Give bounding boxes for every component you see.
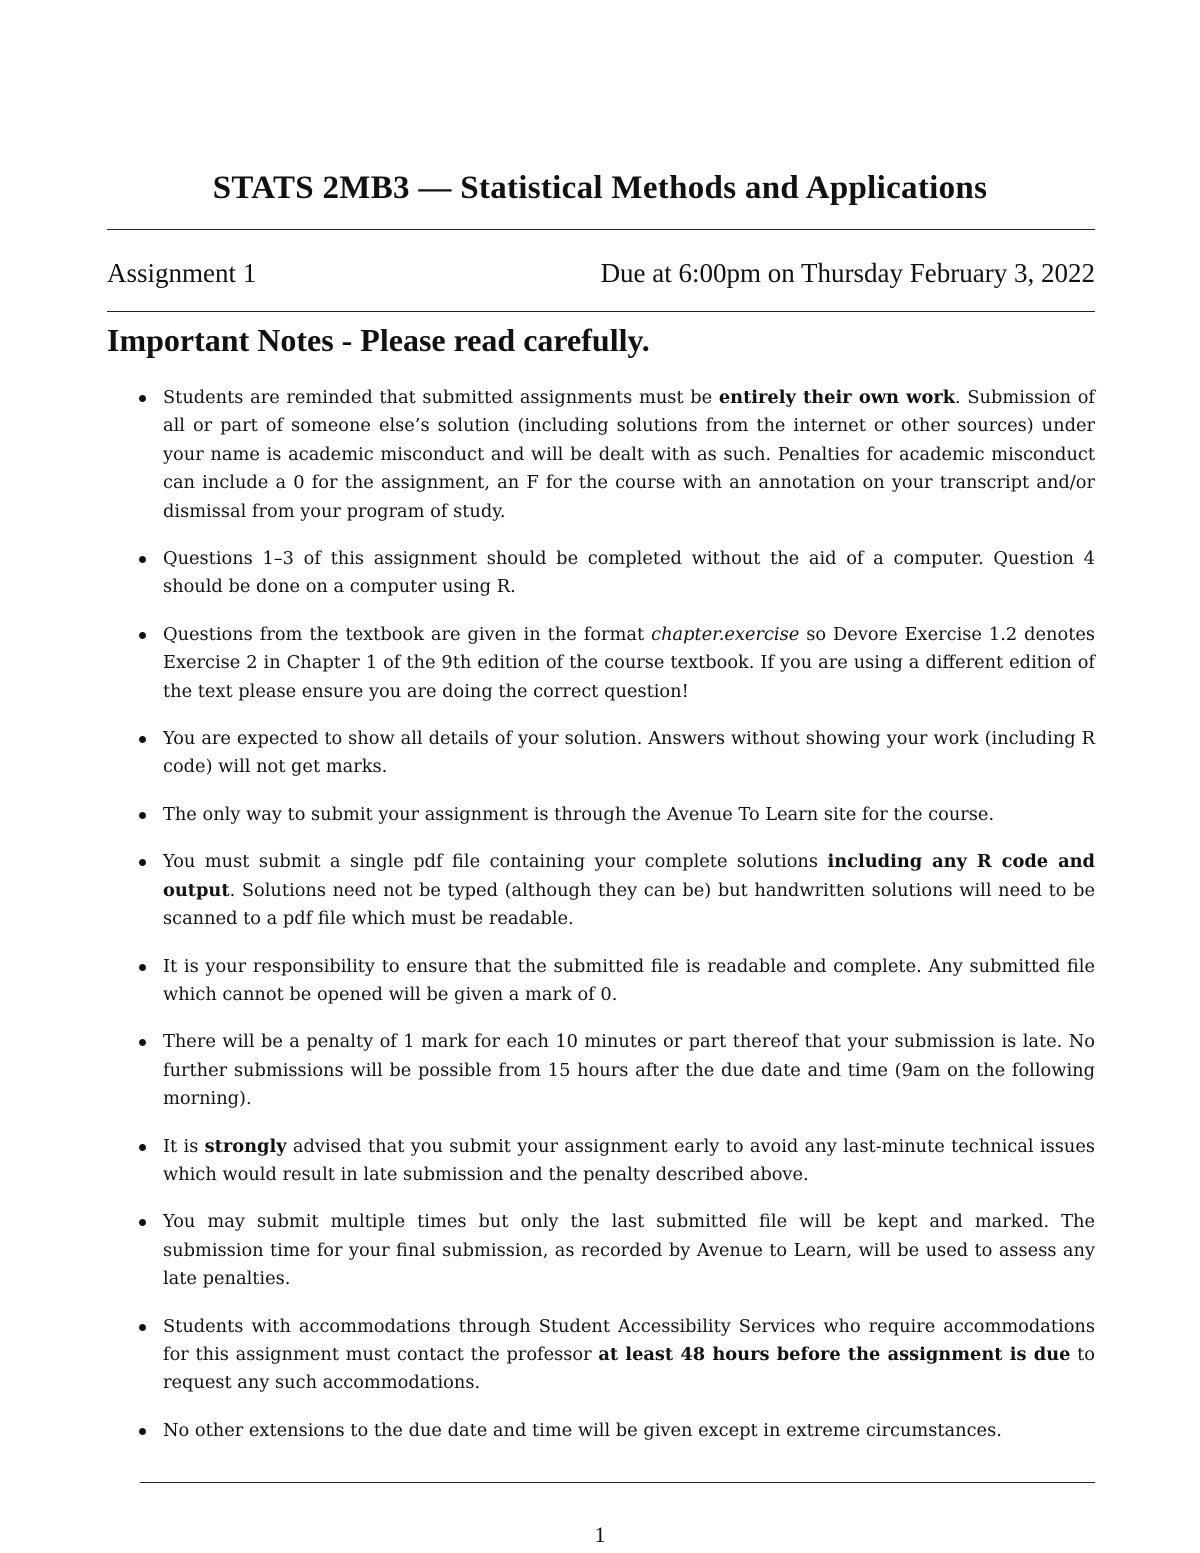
section-heading: Important Notes - Please read carefully. (107, 322, 650, 358)
page-number: 1 (594, 1522, 606, 1547)
bullet-icon (139, 1144, 146, 1151)
note-item: You are expected to show all details of your solution. Answers without showing your work (including R code) will not get marks. (163, 725, 1095, 782)
note-item: You may submit multiple times but only the last submitted file will be kept and marked. The submission time for your final submission, as recorded by Avenue to Learn, will be used to assess any late penalties. (163, 1208, 1095, 1293)
header-divider (107, 311, 1095, 312)
bullet-icon (139, 556, 146, 563)
title-divider (107, 229, 1095, 230)
footer-divider (140, 1482, 1095, 1483)
note-item: Questions from the textbook are given in the format chapter.exercise so Devore Exercise 1.2 denotes Exercise 2 in Chapter 1 of the 9th edition of the course textbook. If you are using a different edition of the text please ensure you are doing the correct question! (163, 621, 1095, 706)
bullet-icon (139, 1324, 146, 1331)
notes-list (163, 384, 1095, 1464)
note-item: It is strongly advised that you submit your assignment early to avoid any last-minute technical issues which would result in late submission and the penalty described above. (163, 1133, 1095, 1190)
note-item: There will be a penalty of 1 mark for each 10 minutes or part thereof that your submission is late. No further submissions will be possible from 15 hours after the due date and time (9am on the following morning). (163, 1028, 1095, 1113)
due-date: Due at 6:00pm on Thursday February 3, 2022 (600, 258, 1095, 288)
bullet-icon (139, 964, 146, 971)
assignment-label: Assignment 1 (107, 258, 257, 288)
note-item: It is your responsibility to ensure that the submitted file is readable and complete. Any submitted file which cannot be opened will be given a mark of 0. (163, 953, 1095, 1010)
bullet-icon (139, 632, 146, 639)
note-item: Students are reminded that submitted assignments must be entirely their own work. Submission of all or part of someone else’s solution (including solutions from the internet or other sources) under your name is academic misconduct and will be dealt with as such. Penalties for academic misconduct can include a 0 for the assignment, an F for the course with an annotation on your transcript and/or dismissal from your program of study. (163, 384, 1095, 526)
note-item: No other extensions to the due date and time will be given except in extreme circumstances. (163, 1417, 1095, 1445)
bullet-icon (139, 1428, 146, 1435)
note-item: Students with accommodations through Student Accessibility Services who require accommodations for this assignment must contact the professor at least 48 hours before the assignment is due to request any such accommodations. (163, 1313, 1095, 1398)
bullet-icon (139, 859, 146, 866)
bullet-icon (139, 812, 146, 819)
bullet-icon (139, 395, 146, 402)
note-item: The only way to submit your assignment is through the Avenue To Learn site for the course. (163, 801, 1095, 829)
bullet-icon (139, 736, 146, 743)
bullet-icon (139, 1039, 146, 1046)
bullet-icon (139, 1219, 146, 1226)
note-item: You must submit a single pdf file containing your complete solutions including any R code and output. Solutions need not be typed (although they can be) but handwritten solutions will need to be scanned to a pdf file which must be readable. (163, 848, 1095, 933)
document-title: STATS 2MB3 — Statistical Methods and Applications (212, 170, 988, 206)
note-item: Questions 1–3 of this assignment should be completed without the aid of a computer. Question 4 should be done on a computer using R. (163, 545, 1095, 602)
